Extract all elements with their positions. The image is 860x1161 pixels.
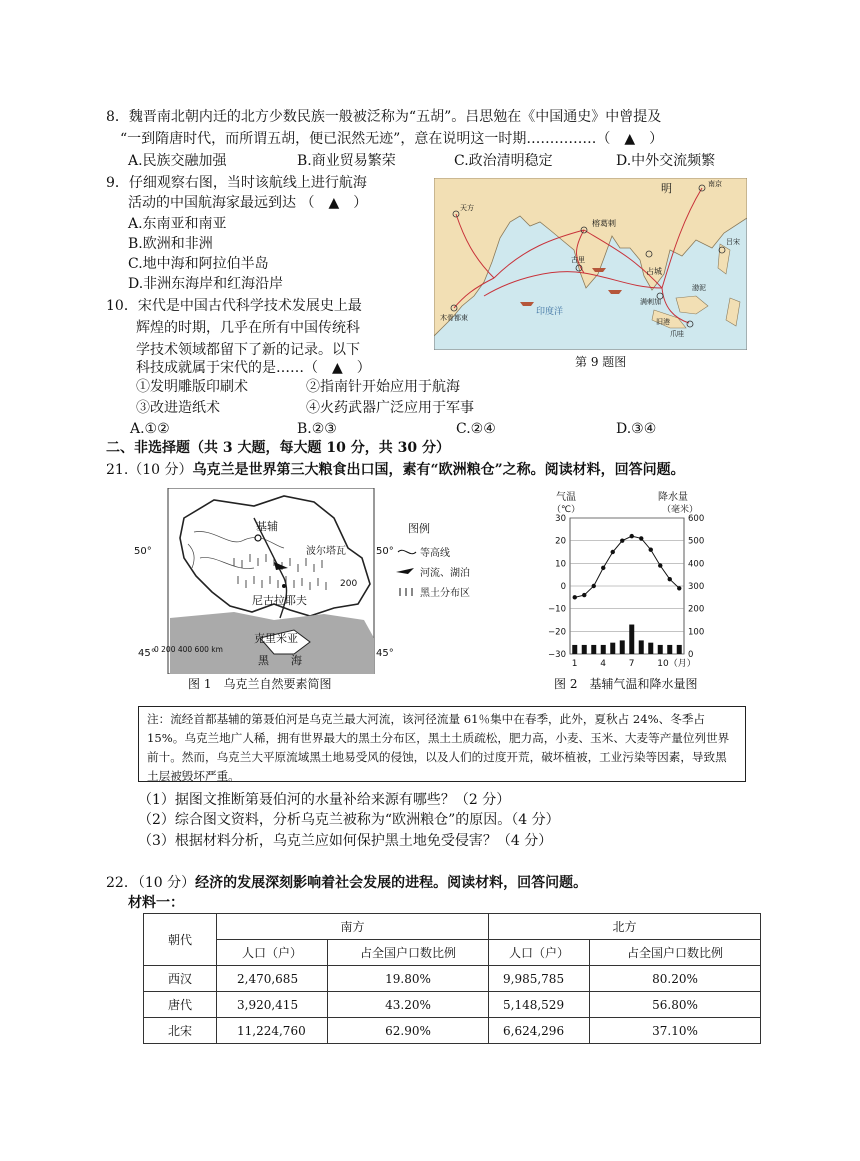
q8-option-a: A.民族交融加强 (128, 153, 227, 169)
table-cell: 56.80% (590, 992, 761, 1018)
th-south: 南方 (217, 914, 489, 940)
y-tick-left: −10 (548, 604, 566, 615)
q9-option-d: D.非洲东海岸和红海沿岸 (128, 276, 284, 292)
map-label-tianfang: 天方 (460, 204, 474, 212)
y-tick-left: −30 (548, 650, 566, 660)
q9-stem-line2: 活动的中国航海家最远到达 （ ▲ ） (128, 195, 368, 211)
y-tick-left: 0 (560, 582, 566, 592)
th-north-ratio: 占全国户口数比例 (590, 940, 761, 966)
y-tick-left: 30 (555, 514, 566, 524)
table-cell: 9,985,785 (489, 966, 590, 992)
q10-item-2: ②指南针开始应用于航海 (306, 379, 460, 395)
city-poltava: 波尔塔瓦 (306, 546, 346, 557)
y-tick-left: 20 (555, 536, 566, 547)
q22-prefix: 22．（10 分） (106, 875, 196, 891)
precip-bar (639, 640, 644, 654)
map-label-bengal: 榕葛剌 (592, 219, 616, 228)
q10-item-1: ①发明雕版印刷术 (136, 379, 248, 395)
temperature-point (668, 577, 672, 581)
map-label-nanjing: 南京 (708, 180, 722, 188)
lat-50-left: 50° (134, 546, 152, 557)
x-tick-label: 4 (600, 659, 606, 669)
q21-sub-3: （3）根据材料分析，乌克兰应如何保护黑土地免受侵害？（4 分） (138, 833, 553, 849)
q8-option-d: D.中外交流频繁 (616, 153, 716, 169)
q9-map-caption: 第 9 题图 (575, 355, 627, 369)
table-cell: 11,224,760 (217, 1018, 328, 1044)
y-tick-left: −20 (548, 627, 566, 638)
city-mykolaiv: 尼古拉耶夫 (252, 594, 307, 607)
temperature-point (649, 548, 653, 552)
map-label-champa: 占城 (646, 267, 662, 276)
map-label-brunei: 渤泥 (692, 284, 706, 292)
lat-50-right: 50° (376, 546, 394, 557)
th-north: 北方 (489, 914, 761, 940)
elevation-label: 200 (340, 579, 358, 589)
precip-bar (610, 643, 615, 654)
table-cell: 37.10% (590, 1018, 761, 1044)
legend-title: 图例 (408, 522, 430, 535)
q8-stem-line1: 8．魏晋南北朝内迁的北方少数民族一般被泛称为“五胡”。吕思勉在《中国通史》中曾提及 (106, 109, 662, 125)
q9-option-b: B.欧洲和非洲 (128, 236, 213, 252)
q8-option-b: B.商业贸易繁荣 (297, 153, 396, 169)
q10-item-3: ③改进造纸术 (136, 400, 220, 416)
black-sea-label: 黑 海 (258, 654, 302, 667)
precip-bar (629, 625, 634, 654)
map-label-ocean: 印度洋 (536, 307, 564, 317)
precip-bar (648, 643, 653, 654)
x-tick-label: 1 (571, 659, 578, 669)
q21-sub-2: （2）综合图文资料，分析乌克兰被称为“欧洲粮仓”的原因。（4 分） (138, 812, 560, 828)
q9-option-c: C.地中海和阿拉伯半岛 (128, 256, 269, 272)
table-cell: 62.90% (328, 1018, 489, 1044)
ukraine-map (134, 488, 504, 674)
table-cell: 43.20% (328, 992, 489, 1018)
city-kyiv: 基辅 (256, 520, 278, 533)
lat-45-right: 45° (376, 648, 394, 659)
map-label-mogadishu: 木骨都束 (440, 314, 468, 322)
precip-bar (591, 645, 596, 654)
q10-option-b: B.②③ (297, 421, 337, 437)
y-tick-right: 0 (688, 650, 694, 660)
table-row (144, 992, 761, 1018)
kyiv-marker (255, 535, 261, 541)
precip-bar (667, 645, 672, 654)
precip-bar (620, 640, 625, 654)
scale-bar: 0 200 400 600 km (154, 645, 223, 654)
temperature-point (658, 563, 662, 567)
q8-option-c: C.政治清明稳定 (454, 153, 553, 169)
chart-left-label: 气温 (556, 492, 576, 503)
q21-prefix: 21.（10 分） (106, 462, 193, 478)
q10-stem-line3: 学技术领域都留下了新的记录。以下 (136, 342, 360, 358)
section-2-heading: 二、非选择题（共 3 大题，每大题 10 分，共 30 分） (106, 440, 450, 456)
q21-title: 乌克兰是世界第三大粮食出口国，素有“欧洲粮仓”之称。阅读材料，回答问题。 (192, 462, 685, 478)
q10-option-a: A.①② (130, 421, 170, 437)
lat-45-left: 45° (138, 648, 156, 659)
table-cell: 3,920,415 (217, 992, 328, 1018)
q9-stem-line1: 9．仔细观察右图，当时该航线上进行航海 (106, 175, 367, 191)
table-row (144, 1018, 761, 1044)
y-tick-right: 300 (688, 582, 705, 592)
q10-stem-line2: 辉煌的时期，几乎在所有中国传统科 (136, 320, 360, 336)
temperature-point (573, 595, 577, 599)
temperature-point (601, 566, 605, 570)
precip-bar (572, 645, 577, 654)
map-label-java: 爪哇 (670, 330, 684, 338)
fig2-caption: 图 2 基辅气温和降水量图 (554, 677, 698, 691)
q10-stem-line1: 10．宋代是中国古代科学技术发展史上最 (106, 298, 362, 314)
th-north-pop: 人口（户） (489, 940, 590, 966)
q10-option-d: D.③④ (616, 421, 657, 437)
temperature-point (611, 550, 615, 554)
map-label-ming: 明 (661, 182, 672, 195)
map-label-luzon: 吕宋 (726, 238, 740, 246)
legend-river: 河流、湖泊 (420, 568, 470, 579)
th-dynasty: 朝代 (144, 914, 217, 966)
table-cell: 北宋 (144, 1018, 217, 1044)
chart-left-unit: （℃） (552, 505, 581, 515)
voyage-map (434, 178, 747, 350)
table-cell: 2,470,685 (217, 966, 328, 992)
soil-legend-icon (400, 588, 412, 596)
map-label-palembang: 旧港 (656, 318, 670, 326)
population-table (143, 913, 761, 1044)
q10-item-4: ④火药武器广泛应用于军事 (306, 400, 474, 416)
precip-bar (601, 645, 606, 654)
th-south-ratio: 占全国户口数比例 (328, 940, 489, 966)
precip-bar (658, 645, 663, 654)
precip-bar (582, 645, 587, 654)
fig1-caption: 图 1 乌克兰自然要素简图 (188, 677, 332, 691)
chart-right-label: 降水量 (658, 492, 688, 503)
q10-option-c: C.②④ (456, 421, 496, 437)
temperature-point (582, 593, 586, 597)
contour-legend-icon (398, 550, 416, 553)
river-legend-icon (396, 568, 414, 574)
legend-black-soil: 黑土分布区 (420, 588, 470, 599)
x-tick-label: 7 (628, 659, 635, 669)
temperature-point (677, 586, 681, 590)
table-cell: 19.80% (328, 966, 489, 992)
temperature-point (630, 534, 634, 538)
y-tick-right: 500 (688, 536, 705, 547)
th-south-pop: 人口（户） (217, 940, 328, 966)
temperature-point (639, 536, 643, 540)
y-tick-right: 100 (688, 627, 705, 638)
q8-stem-line2: “一到隋唐时代，而所谓五胡，便已泯然无迹”，意在说明这一时期……………（ ▲ ） (120, 131, 664, 147)
q10-stem-line4: 科技成就属于宋代的是……（ ▲ ） (136, 360, 371, 376)
table-cell: 西汉 (144, 966, 217, 992)
table-row (144, 966, 761, 992)
q21-sub-1: （1）据图文推断第聂伯河的水量补给来源有哪些？（2 分） (138, 792, 511, 808)
q21-heading (106, 460, 685, 480)
table-cell: 唐代 (144, 992, 217, 1018)
temperature-point (592, 584, 596, 588)
x-tick-label: 10（月） (657, 659, 696, 669)
table-cell: 6,624,296 (489, 1018, 590, 1044)
table-cell: 80.20% (590, 966, 761, 992)
q22-heading (106, 873, 587, 893)
y-tick-left: 10 (555, 559, 566, 570)
y-tick-right: 400 (688, 559, 705, 570)
y-tick-right: 200 (688, 604, 705, 615)
q21-material-note: 注：流经首都基辅的第聂伯河是乌克兰最大河流，该河径流量 61％集中在春季，此外，夏秋占 24%、冬季占 15%。乌克兰地广人稀，拥有世界最大的黑土分布区，黑土土质疏松，肥力高，小麦、玉米、大麦等产量位列世界前十。然而，乌克兰大平原流域黑土地易受风的侵蚀，以及人们的过度开荒，破坏植被，工业污染等因素，导致黑土层被毁坏严重。 (138, 706, 746, 782)
map-label-malacca: 满剌加 (640, 298, 661, 306)
temperature-point (620, 538, 624, 542)
q22-material1-label: 材料一： (128, 895, 184, 911)
map-label-calicut: 古里 (571, 256, 585, 264)
q22-title: 经济的发展深刻影响着社会发展的进程。阅读材料，回答问题。 (195, 875, 588, 891)
y-tick-right: 600 (688, 514, 705, 524)
crimea-label: 克里米亚 (254, 632, 298, 645)
chart-right-unit: （毫米） (662, 505, 699, 515)
precip-bar (677, 645, 682, 654)
kyiv-climate-chart (534, 488, 724, 674)
legend-contour: 等高线 (420, 548, 450, 559)
q9-option-a: A.东南亚和南亚 (128, 216, 227, 232)
table-cell: 5,148,529 (489, 992, 590, 1018)
